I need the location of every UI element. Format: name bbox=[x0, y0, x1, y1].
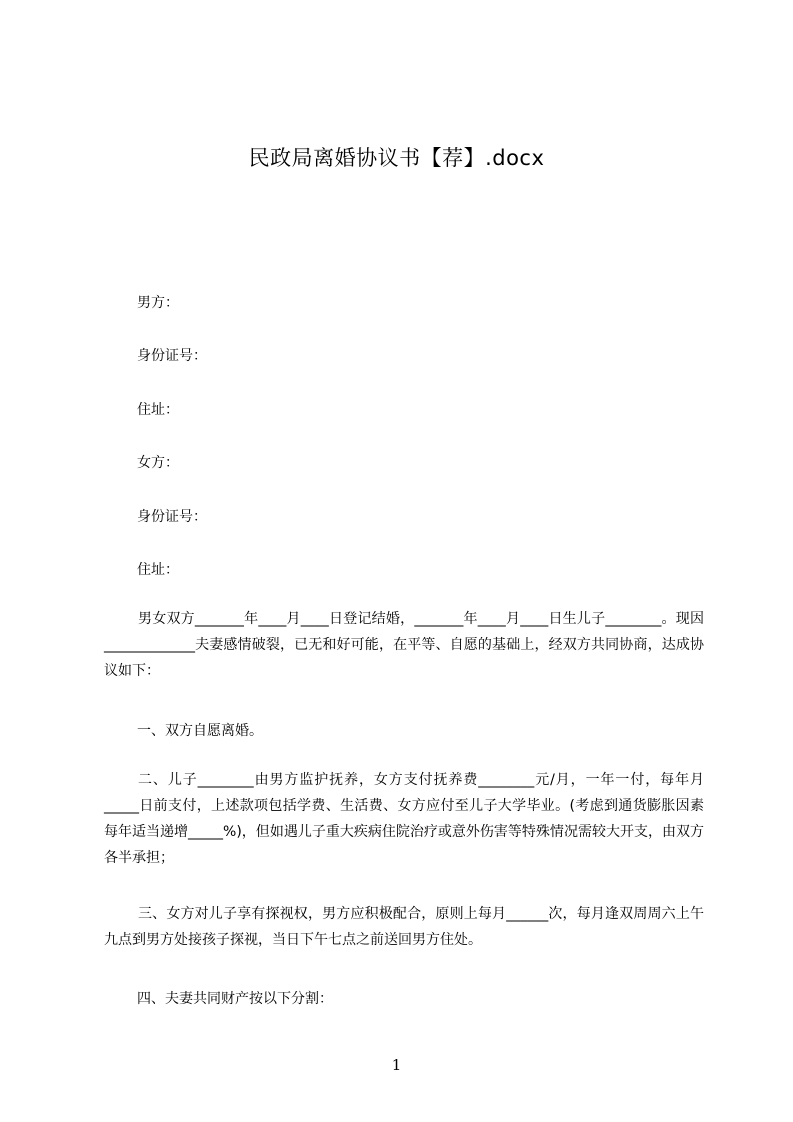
page-number: 1 bbox=[391, 1056, 402, 1074]
husband-address-field: 住址： bbox=[137, 402, 179, 418]
clause-3-paragraph bbox=[104, 901, 704, 953]
clause-1: 一、双方自愿离婚。 bbox=[137, 723, 263, 739]
wife-id-field: 身份证号： bbox=[137, 509, 207, 525]
clause-3-text: 三、女方对儿子享有探视权，男方应积极配合，原则上每月______次，每月逢双周周六上午九点到男方处接孩子探视，当日下午七点之前送回男方住处。 bbox=[104, 906, 704, 948]
wife-address-field: 住址： bbox=[137, 562, 179, 578]
intro-paragraph bbox=[104, 606, 704, 684]
clause-4: 四、夫妻共同财产按以下分割： bbox=[137, 991, 333, 1007]
clause-2-paragraph bbox=[104, 767, 704, 871]
document-title: 民政局离婚协议书【荐】.docx bbox=[248, 146, 545, 170]
intro-text: 男女双方_______年____月____日登记结婚，_______年____月____日生儿子________。现因_____________夫妻感情破裂，已无和好可能，在平等、自愿的基础上，经双方共同协商，达成协议如下： bbox=[104, 611, 704, 679]
husband-id-field: 身份证号： bbox=[137, 348, 207, 364]
wife-field: 女方： bbox=[137, 455, 179, 471]
husband-field: 男方： bbox=[137, 295, 179, 311]
clause-2-text: 二、儿子________由男方监护抚养，女方支付抚养费________元/月，一年一付，每年月_____日前支付，上述款项包括学费、生活费、女方应付至儿子大学毕业。(考虑到通货膨胀因素每年适当递增_____%)，但如遇儿子重大疾病住院治疗或意外伤害等特殊情况需较大开支，由双方各半承担； bbox=[104, 772, 704, 866]
